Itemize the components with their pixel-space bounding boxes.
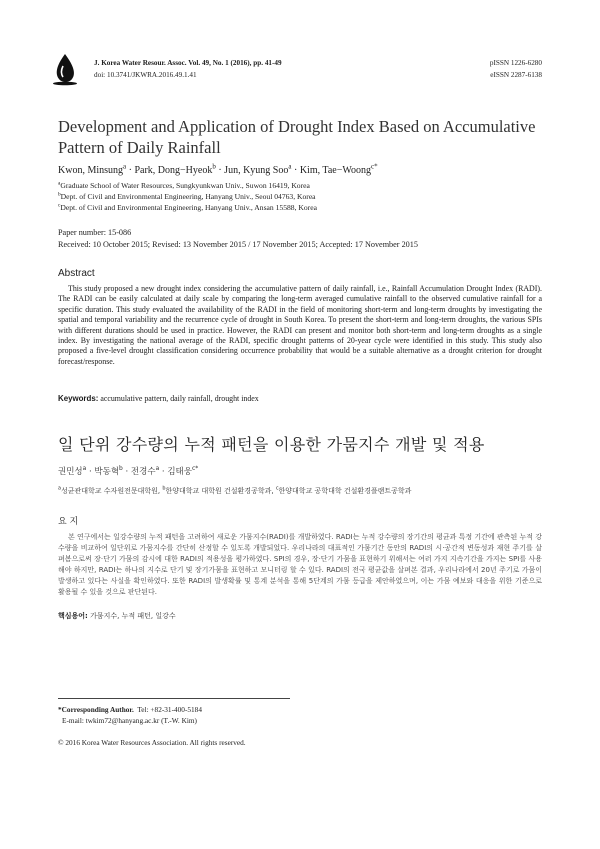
footnote-divider — [58, 698, 290, 699]
korean-title: 일 단위 강수량의 누적 패턴을 이용한 가뭄지수 개발 및 적용 — [58, 435, 485, 454]
abstract-heading: Abstract — [58, 268, 95, 279]
author: Jun, Kyung Soo$^a$ — [224, 162, 292, 176]
eissn: eISSN 2287-6138 — [490, 71, 542, 79]
paper-title: Development and Application of Drought Index Based on Accumulative Pattern of Daily Rainfall — [58, 117, 536, 157]
journal-citation: J. Korea Water Resour. Assoc. Vol. 49, No. 1 (2016), pp. 41-49 — [94, 59, 282, 67]
author-list: Kwon, Minsung$^a$ · Park, Dong−Hyeok$^b$ · Jun, Kyung Soo$^a$ · Kim, Tae−Woong$^{c*}$ — [58, 162, 378, 176]
affiliation: $^a$Graduate School of Water Resources, Sungkyunkwan Univ., Suwon 16419, Korea — [58, 180, 310, 190]
affiliation: $^b$Dept. of Civil and Environmental Engineering, Hanyang Univ., Seoul 04763, Korea — [58, 191, 316, 201]
korean-author-list: 권민성$^a$ · 박동혁$^b$ · 전경수$^a$ · 김태웅$^{c*}$ — [58, 465, 199, 477]
doi[interactable]: doi: 10.3741/JKWRA.2016.49.1.41 — [94, 71, 197, 79]
paper-number: Paper number: 15-086 — [58, 228, 132, 237]
received-dates: Received: 10 October 2015; Revised: 13 November 2015 / 17 November 2015; Accepted: 17 November 2015 — [58, 239, 418, 249]
author: Park, Dong−Hyeok$^b$ — [134, 162, 216, 176]
author: Kim, Tae−Woong$^{c*}$ — [299, 162, 378, 176]
corresponding-author: *Corresponding Author. Tel: +82-31-400-5184 E-mail: twkim72@hanyang.ac.kr (T.-W. Kim) — [58, 705, 202, 725]
copyright: © 2016 Korea Water Resources Association. All rights reserved. — [58, 738, 246, 747]
pissn: pISSN 1226-6280 — [489, 59, 542, 67]
paper-meta — [58, 227, 418, 250]
korean-keywords: 핵심용어: 가뭄지수, 누적 패턴, 일강수 — [58, 612, 176, 620]
email[interactable]: E-mail: twkim72@hanyang.ac.kr (T.-W. Kim) — [62, 716, 197, 725]
korean-abstract-heading: 요 지 — [58, 517, 79, 527]
author: Kwon, Minsung$^a$ — [58, 162, 127, 176]
korean-abstract-text: 본 연구에서는 일강수량의 누적 패턴을 고려하여 새로운 가뭄지수(RADI)를 개발하였다. RADI는 누적 강수량의 장기간의 평균과 특정 기간에 관측된 누적 강수량을 비교하여 일단위로 가뭄지수를 간단히 산정할 수 있도록 개발되었다. 우리나라의 대표적인 가뭄기간 동안의 RADI의 시·공간적 변동성과 재현 주기를 살펴봄으로써 장·단기 가뭄의 감시에 대한 RADI의 적용성을 평가하였다. SPI의 경우, 장·단기 가뭄을 표현하기 위해서는 여러 가지 지속기간을 가지는 SPI를 사용해야 하지만, RADI는 하나의 지수로 단기 및 장기가뭄을 표현하고 모니터링 할 수 있다. RADI의 전국 평균값을 살펴본 결과, 우리나라에서 20년 주기로 가뭄이 발생하고 있다는 사실을 확인하였다. 또한 RADI의 발생확률 및 통계 분석을 통해 5단계의 가뭄 등급을 제안하였으며, 이는 가뭄 예보와 대응을 위한 기준으로 활용될 수 있을 것으로 판단된다. — [58, 533, 542, 597]
affiliation: $^c$Dept. of Civil and Environmental Engineering, Hanyang Univ., Ansan 15588, Korea — [58, 202, 317, 212]
abstract-text: This study proposed a new drought index considering the accumulative pattern of daily rainfall, i.e., Rainfall Accumulation Drought Index (RADI). The RADI can be easily calculated at daily scale by comparing the long-term averaged cumulative rainfall to the observed cumulative rainfall for a specific duration. This study evaluated the availability of the RADI in the field of monitoring short-term and long-term droughts by investigating the spatial and temporal variability and the recurrence cycle of drought in South Korea. To present the short-term and long-term droughts, the various SPIs with different durations should be used in practice. However, the RADI can present and monitor both short-term and long-term droughts as a single index. By investigating the national average of the RADI, specific drought patterns of 20-year cycle were identified in this study. This study also proposed a five-level drought classification considering occurrence probability that would be a suitable alternative as a drought criterion for drought forecast/response. — [58, 284, 542, 366]
journal-logo-icon — [50, 52, 80, 86]
keywords: Keywords: accumulative pattern, daily rainfall, drought index — [58, 394, 259, 403]
korean-affiliations: $^a$성균관대학교 수자원전문대학원, $^b$한양대학교 대학원 건설환경공학과, $^c$한양대학교 공학대학 건설환경플랜트공학과 — [58, 485, 412, 495]
affiliations — [58, 180, 317, 213]
